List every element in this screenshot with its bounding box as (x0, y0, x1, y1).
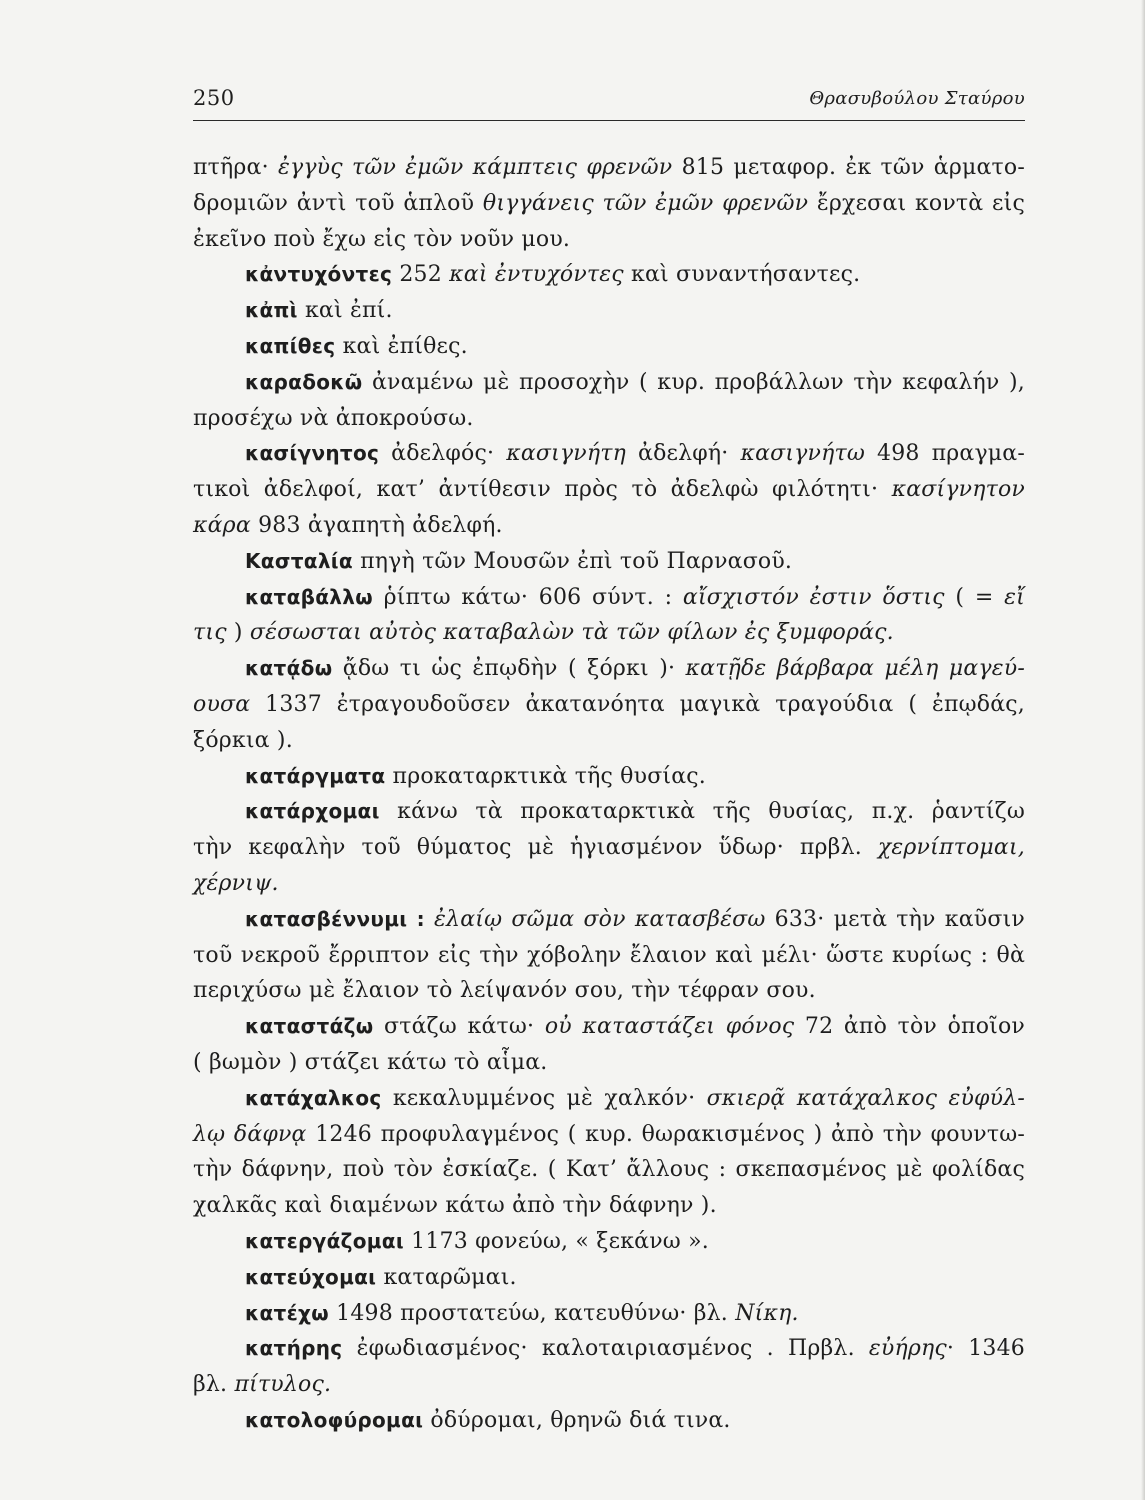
text-run: ἐφωδιασμένος· καλοταιριασμένος . Πρβλ. (342, 1336, 869, 1362)
text-line (193, 615, 1025, 651)
italic-quote: κασιγνήτη (506, 441, 626, 467)
text-line (193, 1081, 1025, 1117)
text-line (193, 902, 1025, 938)
text-run: περιχύσω μὲ ἔλαιον τὸ λείψανόν σου, τὴν τέφραν σου. (193, 978, 816, 1004)
text-run: πτῆρα· (193, 155, 278, 180)
text-line (193, 759, 1025, 795)
italic-quote: οὐ καταστάζει φόνος (544, 1014, 795, 1040)
text-line (193, 1296, 1025, 1332)
headword: κατάρχομαι (245, 799, 380, 824)
headword: κασίγνητος (245, 441, 380, 466)
text-run: κάνω τὰ προκαταρκτικὰ τῆς θυσίας, π.χ. ῥαντίζω (379, 799, 1025, 825)
text-run: 252 (392, 262, 450, 288)
text-line (193, 938, 1025, 974)
headword: καραδοκῶ (245, 369, 363, 394)
headword: κατᾴδω (245, 656, 333, 681)
text-run: χαλκᾶς καὶ διαμένων κάτω ἀπὸ τὴν δάφνην ). (193, 1193, 717, 1219)
text-run: ὀδύρομαι, θρηνῶ διά τινα. (423, 1407, 731, 1433)
glossary-text (193, 150, 1025, 1439)
text-run: ῥίπτω κάτω· 606 σύντ. : (372, 584, 683, 610)
text-run: καὶ ἐπίθες. (335, 333, 468, 359)
text-line (193, 1331, 1025, 1367)
text-run: τικοὶ ἀδελφοί, κατ’ ἀντίθεσιν πρὸς τὸ ἀδελφὼ φιλότητι· (193, 477, 892, 503)
text-run: 1498 προστατεύω, κατευθύνω· βλ. (328, 1300, 736, 1326)
text-run: ᾄδω τι ὡς ἐπῳδὴν ( ξόρκι )· (332, 656, 686, 682)
text-line (193, 1117, 1025, 1153)
text-run: 498 πραγμα- (864, 441, 1025, 467)
text-line (193, 508, 1025, 544)
page-header (193, 86, 1025, 116)
text-line (193, 973, 1025, 1009)
italic-quote: πίτυλος. (234, 1372, 332, 1398)
text-run: 1246 προφυλαγμένος ( κυρ. θωρακισμένος ) ἀπὸ τὴν φουντω- (306, 1121, 1025, 1147)
text-line (193, 1403, 1025, 1439)
headword: καπίθες (245, 333, 336, 358)
text-run: ἔρχεσαι κοντὰ εἰς (808, 190, 1025, 216)
italic-quote: κάρα (193, 512, 251, 538)
italic-quote: ἐλαίῳ σῶμα σὸν κατασβέσω (434, 906, 766, 932)
headword: κατήρης (245, 1336, 343, 1361)
text-line (193, 651, 1025, 687)
italic-quote: κασίγνητον (891, 477, 1025, 503)
italic-quote: αἴσχιστόν ἐστιν ὅστις (682, 584, 945, 610)
text-run: κεκαλυμμένος μὲ χαλκόν· (381, 1085, 707, 1111)
text-line (193, 150, 1025, 186)
text-line (193, 257, 1025, 293)
italic-quote: εἴ (1004, 584, 1025, 610)
headword: καταστάζω (245, 1014, 374, 1039)
italic-quote: ουσα (193, 691, 251, 717)
headword: κατασβέννυμι : (245, 906, 425, 931)
headword: κἀντυχόντες (245, 262, 393, 287)
text-line (193, 580, 1025, 616)
headword: κατεύχομαι (245, 1264, 377, 1289)
text-line (193, 794, 1025, 830)
text-line (193, 1152, 1025, 1188)
text-run: ἀναμένω μὲ προσοχὴν ( κυρ. προβάλλων τὴν κεφαλήν ), (362, 369, 1025, 395)
text-line (193, 401, 1025, 437)
headword: κατάργματα (245, 763, 386, 788)
text-line (193, 1045, 1025, 1081)
text-line (193, 186, 1025, 222)
text-run: 815 μεταφορ. ἐκ τῶν ἁρματο- (672, 155, 1025, 180)
text-line (193, 436, 1025, 472)
text-run: στάζω κάτω· (373, 1014, 545, 1040)
italic-quote: λῳ δάφνᾳ (193, 1121, 307, 1147)
text-line (193, 544, 1025, 580)
text-run: 983 ἀγαπητὴ ἀδελφή. (250, 512, 503, 538)
text-run: προσέχω νὰ ἀποκρούσω. (193, 405, 474, 431)
italic-quote: ἐγγὺς τῶν ἐμῶν κάμπτεις φρενῶν (277, 155, 673, 180)
text-run: ξόρκια ). (193, 727, 293, 753)
italic-quote: κασιγνήτω (740, 441, 865, 467)
italic-quote: σκιερᾷ κατάχαλκος εὐφύλ- (706, 1085, 1025, 1111)
italic-quote: χέρνιψ. (193, 870, 279, 896)
text-run: 1337 ἐτραγουδοῦσεν ἀκατανόητα μαγικὰ τραγούδια ( ἐπῳδάς, (250, 691, 1025, 717)
text-line (193, 866, 1025, 902)
text-run: τὴν κεφαλὴν τοῦ θύματος μὲ ἡγιασμένον ὕδωρ· πρβλ. (193, 835, 878, 861)
text-run: ἐκεῖνο ποὺ ἔχω εἰς τὸν νοῦν μου. (193, 226, 571, 252)
text-run: 633· μετὰ τὴν καῦσιν (765, 906, 1025, 932)
running-head: Θρασυβούλου Σταύρου (809, 88, 1025, 109)
headword: κατεργάζομαι (245, 1228, 404, 1253)
text-line (193, 1188, 1025, 1224)
italic-quote: τις (193, 620, 227, 646)
text-run: τοῦ νεκροῦ ἔρριπτον εἰς τὴν χόβολην ἔλαιον καὶ μέλι· ὥστε κυρίως : θὰ (193, 942, 1025, 968)
text-run: ἀδελφός· (379, 441, 507, 467)
text-run: πηγὴ τῶν Μουσῶν ἐπὶ τοῦ Παρνασοῦ. (352, 548, 793, 574)
text-line (193, 1224, 1025, 1260)
text-run: προκαταρκτικὰ τῆς θυσίας. (385, 763, 707, 789)
text-line (193, 830, 1025, 866)
text-line (193, 723, 1025, 759)
text-run: τὴν δάφνην, ποὺ τὸν ἐσκίαζε. ( Κατ’ ἄλλους : σκεπασμένος μὲ φολίδας (193, 1157, 1025, 1183)
italic-quote: θιγγάνεις τῶν ἐμῶν φρενῶν (482, 190, 809, 216)
headword: κἀπὶ (245, 298, 298, 323)
italic-quote: χερνίπτομαι, (877, 835, 1025, 861)
text-run: ( βωμὸν ) στάζει κάτω τὸ αἷμα. (193, 1049, 548, 1075)
headword: κατάχαλκος (245, 1085, 382, 1110)
text-line (193, 1009, 1025, 1045)
italic-quote: Νίκη. (735, 1300, 799, 1326)
text-run: καὶ συναντήσαντες. (623, 262, 861, 288)
text-run: δρομιῶν ἀντὶ τοῦ ἁπλοῦ (193, 190, 483, 216)
text-run: βλ. (193, 1372, 235, 1398)
page-number: 250 (193, 86, 235, 110)
text-run: · 1346 (946, 1336, 1025, 1362)
text-run: 72 ἀπὸ τὸν ὁποῖον (794, 1014, 1025, 1040)
page-edge-shadow (1141, 0, 1145, 1500)
headword: Κασταλία (245, 548, 353, 573)
text-line (193, 1367, 1025, 1403)
text-line (193, 222, 1025, 258)
text-line (193, 365, 1025, 401)
italic-quote: καὶ ἐντυχόντες (449, 262, 624, 288)
text-run (425, 907, 434, 932)
text-line (193, 329, 1025, 365)
text-line (193, 293, 1025, 329)
headword: κατέχω (245, 1300, 329, 1325)
italic-quote: κατῇδε βάρβαρα μέλη μαγεύ- (685, 656, 1025, 682)
text-run: 1173 φονεύω, « ξεκάνω ». (403, 1228, 709, 1254)
text-run: ἀδελφή· (626, 441, 741, 467)
text-run: καὶ ἐπί. (297, 298, 393, 324)
text-line (193, 472, 1025, 508)
text-run: καταρῶμαι. (376, 1264, 517, 1290)
italic-quote: σέσωσται αὐτὸς καταβαλὼν τὰ τῶν φίλων ἐς ξυμφοράς. (249, 620, 894, 646)
headword: κατολοφύρομαι (245, 1407, 424, 1432)
text-run: ) (226, 620, 250, 646)
text-run: ( = (944, 584, 1005, 610)
header-rule (193, 120, 1025, 121)
text-line (193, 687, 1025, 723)
headword: καταβάλλω (245, 584, 373, 609)
text-line (193, 1260, 1025, 1296)
italic-quote: εὐήρης (868, 1336, 947, 1362)
